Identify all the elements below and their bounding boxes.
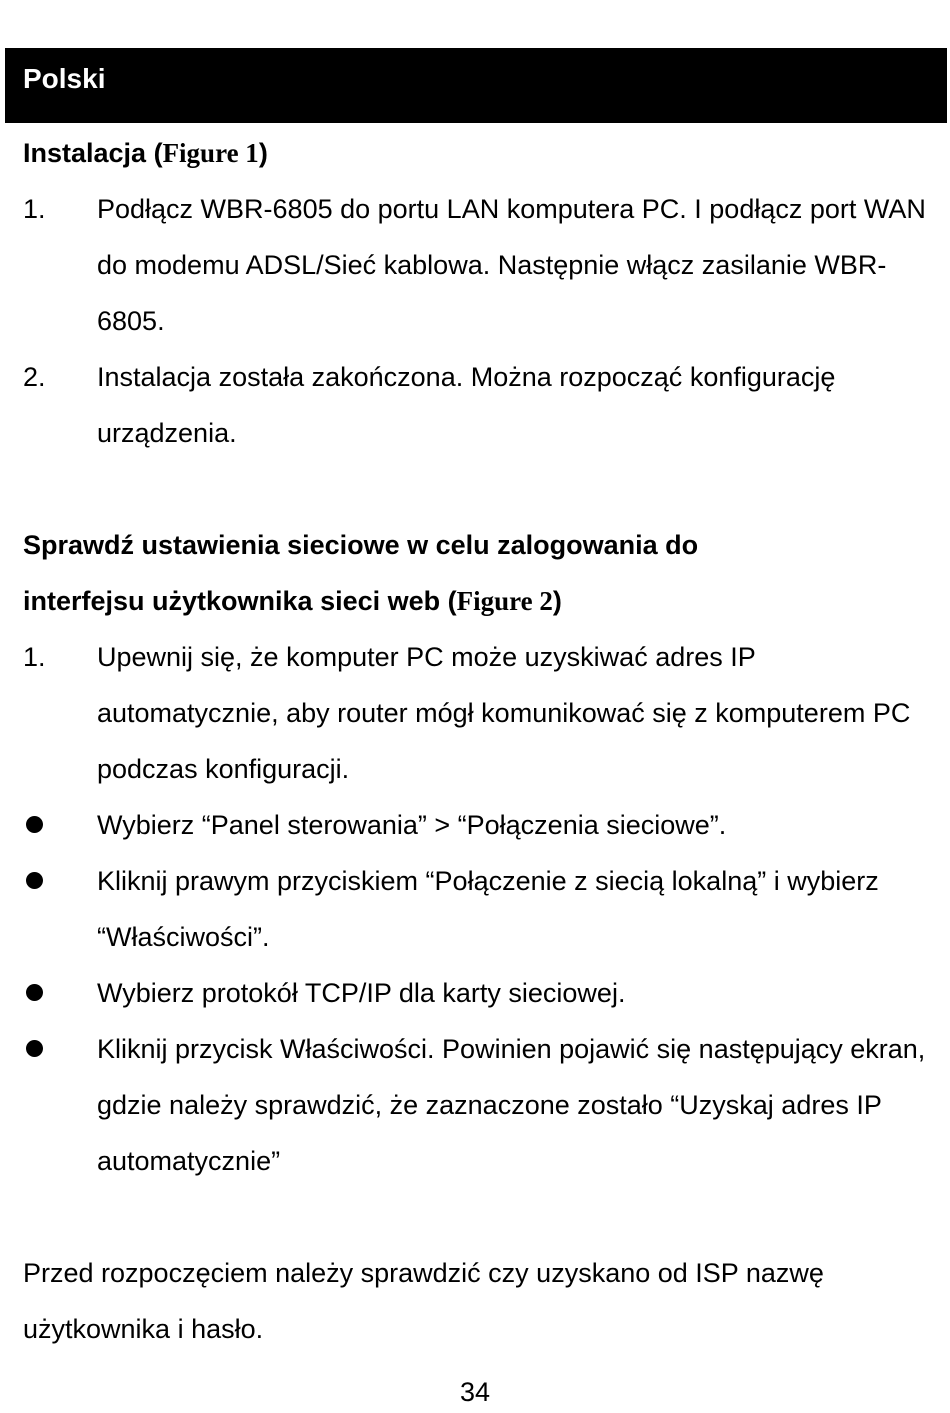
- bullet-item: [23, 965, 938, 1021]
- spacer: [23, 461, 938, 517]
- installation-heading-text: Instalacja (: [23, 138, 163, 168]
- network-heading-line-2: interfejsu użytkownika sieci web (: [23, 586, 457, 616]
- network-heading-line-1: Sprawdź ustawienia sieciowe w celu zalogowania do: [23, 530, 699, 560]
- installation-heading: [23, 125, 938, 181]
- bullet-item: [23, 797, 938, 853]
- installation-heading-close: ): [258, 138, 268, 168]
- bullet-text: Wybierz “Panel sterowania” > “Połączenia sieciowe”.: [97, 810, 727, 840]
- network-step-1: [23, 629, 938, 797]
- language-header-bar: [5, 48, 947, 123]
- spacer: [23, 1189, 938, 1245]
- isp-credentials-note: Przed rozpoczęciem należy sprawdzić czy uzyskano od ISP nazwę użytkownika i hasło.: [23, 1258, 824, 1344]
- bullet-dot-icon: [26, 984, 43, 1001]
- bullet-text: Kliknij przycisk Właściwości. Powinien pojawić się następujący ekran, gdzie należy sprawdzić, że zaznaczone zostało “Uzyskaj adres IP automatycznie”: [97, 1034, 926, 1176]
- page-content: [23, 125, 938, 1357]
- figure-1-reference: Figure 1: [162, 138, 259, 168]
- step-number: 1.: [23, 194, 46, 224]
- bullet-item: [23, 1021, 938, 1189]
- step-number: 1.: [23, 642, 46, 672]
- language-title: Polski: [23, 63, 106, 94]
- bullet-dot-icon: [26, 1040, 43, 1057]
- install-step-1: [23, 181, 938, 349]
- bullet-dot-icon: [26, 816, 43, 833]
- page-number: 34: [459, 1377, 491, 1407]
- network-settings-heading: [23, 517, 938, 629]
- bullet-text: Wybierz protokół TCP/IP dla karty sieciowej.: [97, 978, 626, 1008]
- bullet-text: Kliknij prawym przyciskiem “Połączenie z siecią lokalną” i wybierz “Właściwości”.: [97, 866, 879, 952]
- install-step-2: [23, 349, 938, 461]
- step-text: Instalacja została zakończona. Można rozpocząć konfigurację urządzenia.: [97, 362, 836, 448]
- step-number: 2.: [23, 362, 46, 392]
- step-text: Podłącz WBR-6805 do portu LAN komputera PC. I podłącz port WAN do modemu ADSL/Sieć kablowa. Następnie włącz zasilanie WBR-6805.: [97, 194, 926, 336]
- network-heading-close: ): [552, 586, 562, 616]
- bullet-dot-icon: [26, 872, 43, 889]
- figure-2-reference: Figure 2: [456, 586, 553, 616]
- step-text: Upewnij się, że komputer PC może uzyskiwać adres IP automatycznie, aby router mógł komunikować się z komputerem PC podczas konfiguracji.: [97, 642, 911, 784]
- bullet-item: [23, 853, 938, 965]
